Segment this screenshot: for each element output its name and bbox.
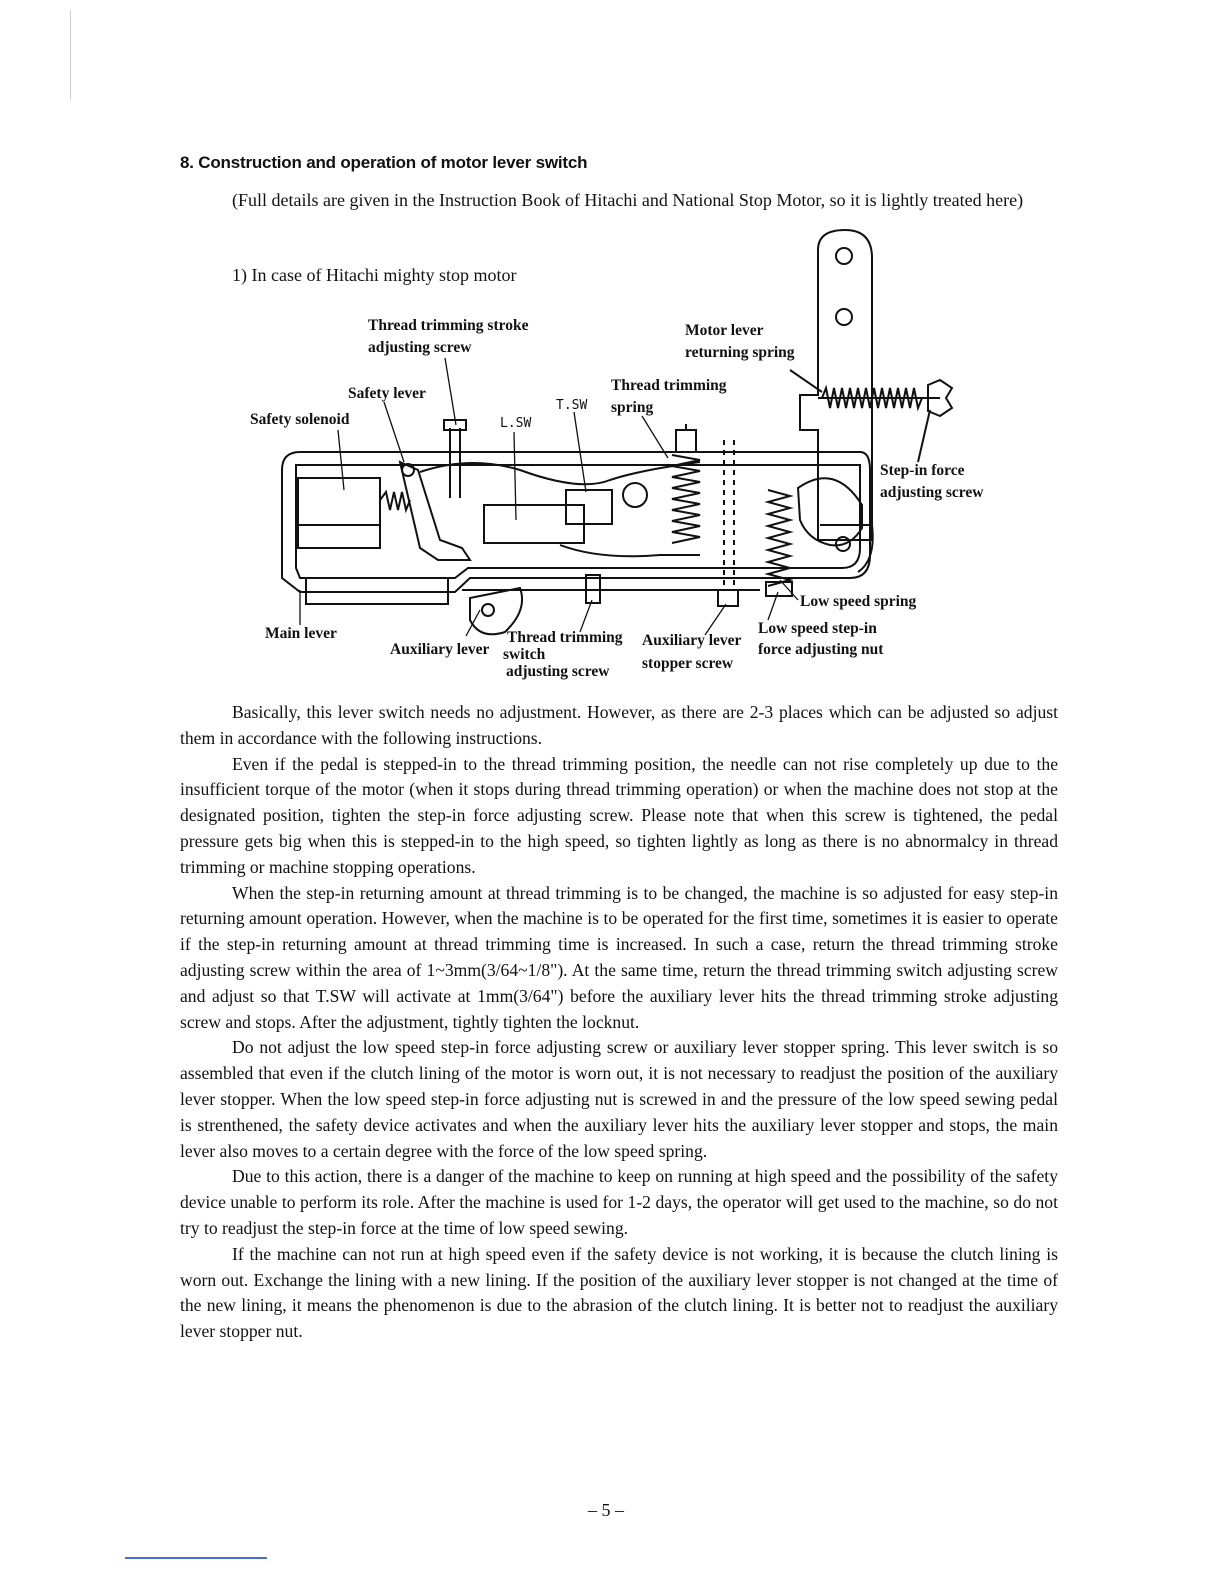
label-safety-solenoid: Safety solenoid xyxy=(250,411,350,428)
section-heading: 8. Construction and operation of motor lever switch xyxy=(180,153,588,172)
paragraph-5: Due to this action, there is a danger of the machine to keep on running at high speed and the possibility of the safety device unable to perform its role. After the machine is used for 1-2 days, the operator will get used to the machine, so do not try to readjust the step-in force at the time of low speed sewing. xyxy=(180,1166,1058,1238)
label-aux-stopper-2: stopper screw xyxy=(642,655,734,672)
label-safety-lever: Safety lever xyxy=(348,385,426,402)
label-lsw: L.SW xyxy=(500,416,532,431)
body-text xyxy=(180,700,1058,1345)
motor-lever-hole-mid xyxy=(836,309,852,325)
thread-trimming-spring xyxy=(672,455,700,543)
label-tt-spring-1: Thread trimming xyxy=(611,377,727,394)
label-stroke-screw-1: Thread trimming stroke xyxy=(368,317,529,334)
label-tt-switch-3: adjusting screw xyxy=(506,663,610,680)
label-tt-spring-2: spring xyxy=(611,399,654,416)
label-tsw: T.SW xyxy=(556,398,588,413)
label-tt-switch-2: switch xyxy=(503,646,546,663)
page-number: – 5 – xyxy=(588,1500,624,1520)
label-tt-switch-1: Thread trimming xyxy=(507,629,623,646)
label-stepin-force-1: Step-in force xyxy=(880,462,965,479)
label-main-lever: Main lever xyxy=(265,625,337,642)
label-stroke-screw-2: adjusting screw xyxy=(368,339,472,356)
label-auxiliary-lever: Auxiliary lever xyxy=(390,641,490,658)
paragraph-6: If the machine can not run at high speed even if the safety device is not working, it is because the clutch lining is worn out. Exchange the lining with a new lining. If the position of the auxiliary lever stopper is not changed at the time of the new lining, it means the phenomenon is due to the abrasion of the clutch lining. It is better not to readjust the auxiliary lever stopper nut. xyxy=(180,1243,1058,1342)
paragraph-4: Do not adjust the low speed step-in force adjusting screw or auxiliary lever stopper spring. This lever switch is so assembled that even if the clutch lining of the motor is worn out, it is not necessary to readjust the position of the auxiliary lever stopper. When the low speed step-in force adjusting nut is screwed in and the pressure of the low speed sewing pedal is strenthened, the safety device activates and when the auxiliary lever hits the auxiliary lever stopper and stops, the main lever also moves to a certain degree with the force of the low speed spring. xyxy=(180,1037,1058,1161)
motor-lever-hole-top xyxy=(836,248,852,264)
paragraph-1: Basically, this lever switch needs no adjustment. However, as there are 2-3 places which can be adjusted so adjust them in accordance with the following instructions. xyxy=(180,702,1058,748)
intro-text: (Full details are given in the Instruction Book of Hitachi and National Stop Motor, so it is lightly treated here) xyxy=(232,190,1024,210)
low-speed-spring xyxy=(768,490,790,586)
subheading: 1) In case of Hitachi mighty stop motor xyxy=(232,265,517,285)
label-motor-lever-2: returning spring xyxy=(685,344,795,361)
paragraph-2: Even if the pedal is stepped-in to the thread trimming position, the needle can not rise completely up due to the insufficient torque of the motor (when it stops during thread trimming operation) or when the machine does not stop at the designated position, tighten the step-in force adjusting screw. Please note that when this screw is tightened, the pedal pressure gets big when this is stepped-in to the high speed, so tighten lightly as long as there is no abnormalcy in thread trimming or machine stopping operations. xyxy=(180,753,1058,877)
label-motor-lever-1: Motor lever xyxy=(685,322,764,339)
bottom-rule xyxy=(125,1557,267,1559)
label-low-speed-stepin-2: force adjusting nut xyxy=(758,641,884,658)
label-low-speed-spring: Low speed spring xyxy=(800,593,917,610)
tsw-body xyxy=(566,490,612,524)
paragraph-3: When the step-in returning amount at thread trimming is to be changed, the machine is so adjusted for easy step-in returning amount operation. However, when the machine is to be operated for the first time, sometimes it is easier to operate if the step-in returning amount at thread trimming time is increased. In such a case, return the thread trimming stroke adjusting screw within the area of 1~3mm(3/64~1/8"). At the same time, return the thread trimming switch adjusting screw and adjust so that T.SW will activate at 1mm(3/64") before the auxiliary lever hits the thread trimming stroke adjusting screw and stops. After the adjustment, tightly tighten the locknut. xyxy=(180,882,1058,1032)
safety-solenoid-body xyxy=(298,478,380,548)
label-stepin-force-2: adjusting screw xyxy=(880,484,984,501)
motor-lever-switch-diagram xyxy=(0,0,1224,700)
auxiliary-lever-part xyxy=(470,588,522,634)
lever-cam xyxy=(798,478,862,545)
label-aux-stopper-1: Auxiliary lever xyxy=(642,632,742,649)
label-low-speed-stepin-1: Low speed step-in xyxy=(758,620,877,637)
